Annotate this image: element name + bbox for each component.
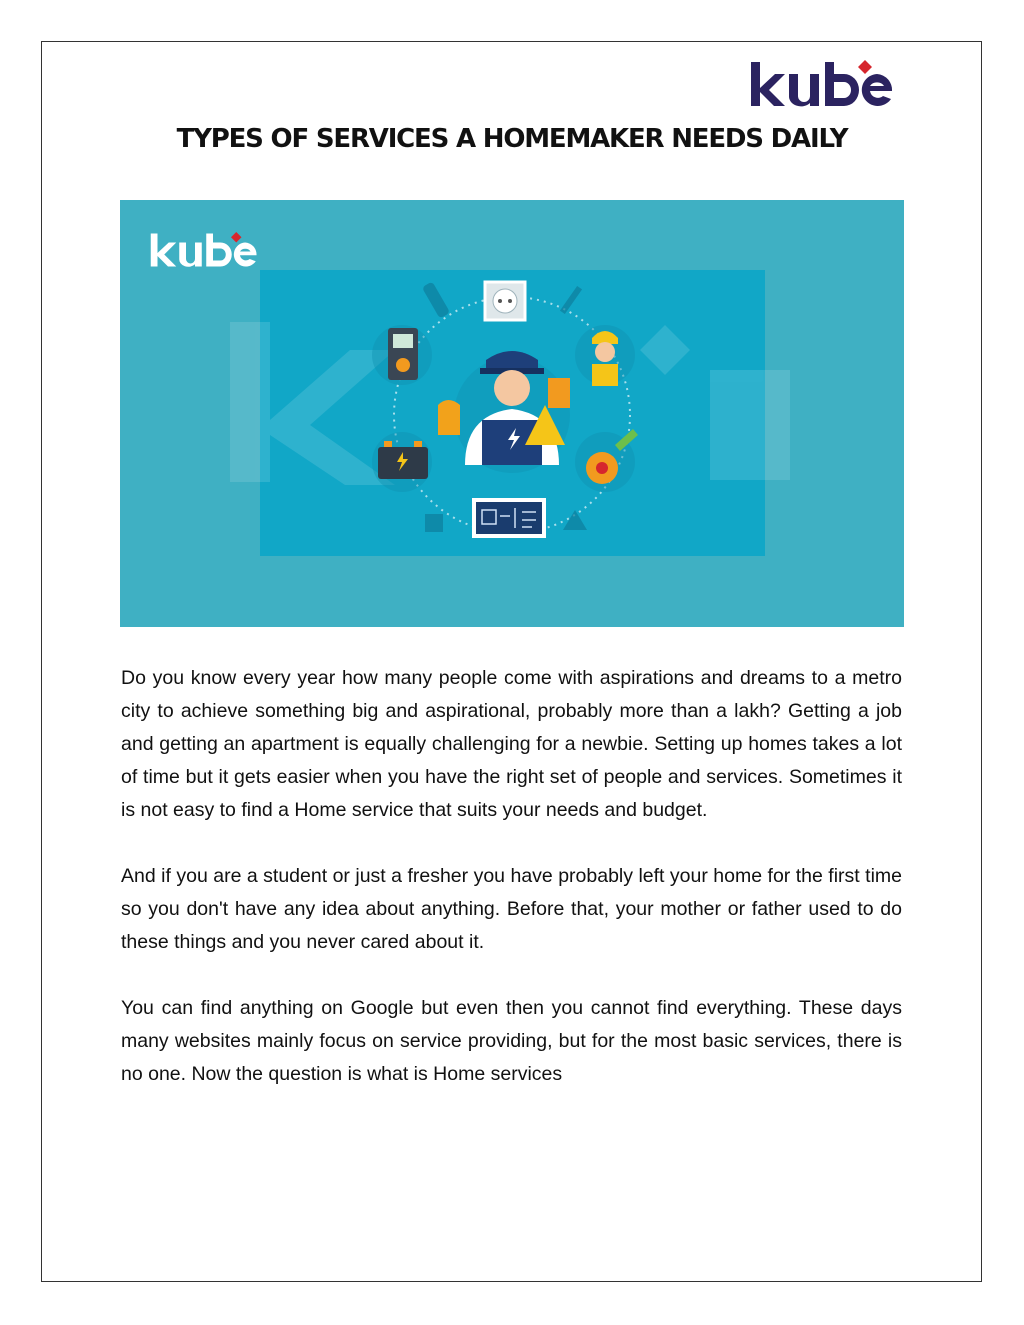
hero-kube-logo: [146, 232, 271, 268]
multimeter-icon: [372, 325, 432, 385]
electrician-icon: [438, 351, 570, 473]
power-socket-icon: [485, 282, 525, 320]
kube-logo: [751, 60, 905, 108]
article-body: [121, 662, 902, 1091]
paragraph-2: And if you are a student or just a fresher you have probably left your home for the first time so you don't have any idea about anything. Before that, your mother or father used to do these things and you never cared about it.: [121, 865, 902, 953]
hero-image: [120, 200, 904, 627]
circuit-board-icon: [472, 498, 546, 538]
paragraph-1: Do you know every year how many people come with aspirations and dreams to a metro city to achieve something big and aspirational, probably more than a lakh? Getting a job and getting an apartment is equally challenging for a newbie. Setting up homes takes a lot of time but it gets easier when you have the right set of people and services. Sometimes it is not easy to find a Home service that suits your needs and budget.: [121, 667, 902, 821]
tape-measure-icon: [575, 429, 638, 492]
battery-icon: [372, 432, 432, 492]
page-title: TYPES OF SERVICES A HOMEMAKER NEEDS DAILY: [176, 124, 848, 154]
worker-helmet-icon: [575, 325, 635, 386]
paragraph-3: You can find anything on Google but even then you cannot find everything. These days many websites mainly focus on service providing, but for the most basic services, there is no one. Now the question is what is Home services: [121, 997, 902, 1085]
